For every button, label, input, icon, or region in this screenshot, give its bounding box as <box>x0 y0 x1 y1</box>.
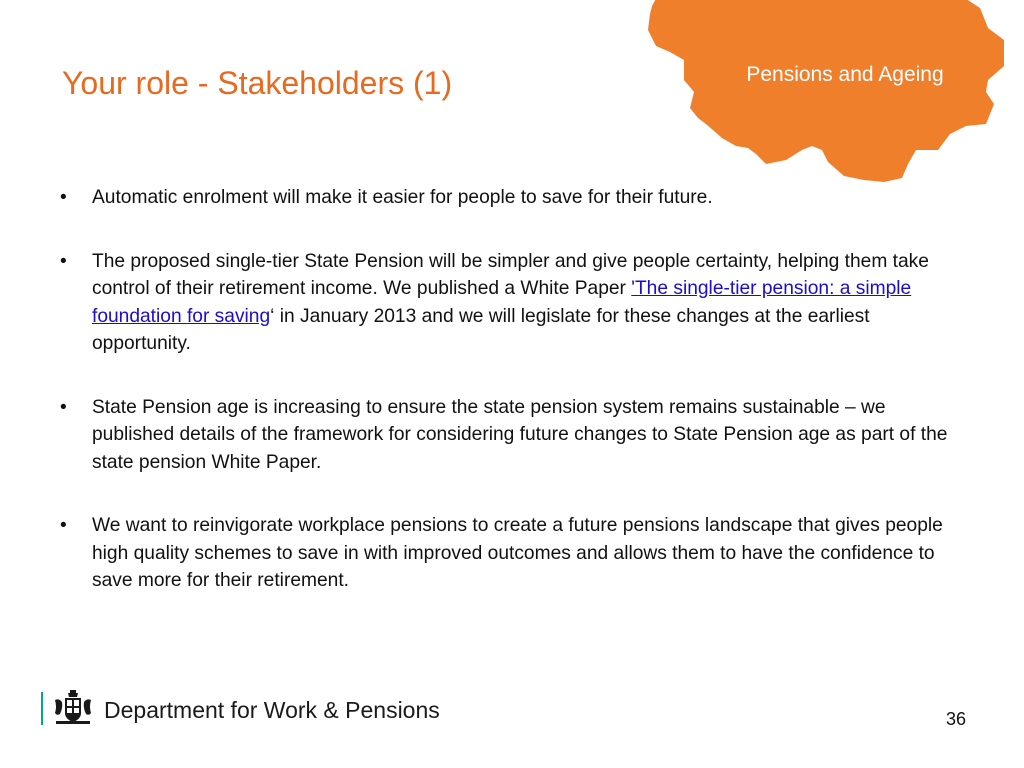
bullet-mark: • <box>60 187 67 208</box>
bullet-mark: • <box>60 515 67 536</box>
bullet-text: The proposed single-tier State Pension will be simpler and give people certainty, helping them take control of their retirement income. We published a White Paper <box>92 250 929 299</box>
bullet-text: We want to reinvigorate workplace pensions to create a future pensions landscape that gives people high quality schemes to save in with improved outcomes and allows them to have the confidence to save more for their retirement. <box>92 515 943 591</box>
footer-divider <box>41 692 43 725</box>
department-name: Department for Work & Pensions <box>104 697 440 723</box>
white-paper-link[interactable]: 'The single-tier pension: a simple foundation for saving <box>92 278 912 327</box>
royal-crest-icon <box>52 688 94 728</box>
bullet-text-continued: ‘ in January 2013 and we will legislate for these changes at the earliest opportunity. <box>92 305 870 354</box>
bullet-item <box>56 512 971 595</box>
page-number: 36 <box>945 709 966 729</box>
bullet-item <box>56 248 971 358</box>
section-label: Pensions and Ageing <box>746 63 944 86</box>
bullet-mark: • <box>60 250 67 272</box>
bullet-list <box>56 184 971 631</box>
bullet-text: State Pension age is increasing to ensure the state pension system remains sustainable – we published details of the framework for considering future changes to State Pension age as part of the state pension White Paper. <box>92 396 948 473</box>
bullet-item <box>56 394 971 477</box>
page-title: Your role - Stakeholders (1) <box>62 65 453 101</box>
bullet-text: Automatic enrolment will make it easier for people to save for their future. <box>92 187 713 208</box>
bullet-mark: • <box>60 396 67 418</box>
bullet-item <box>56 184 971 212</box>
